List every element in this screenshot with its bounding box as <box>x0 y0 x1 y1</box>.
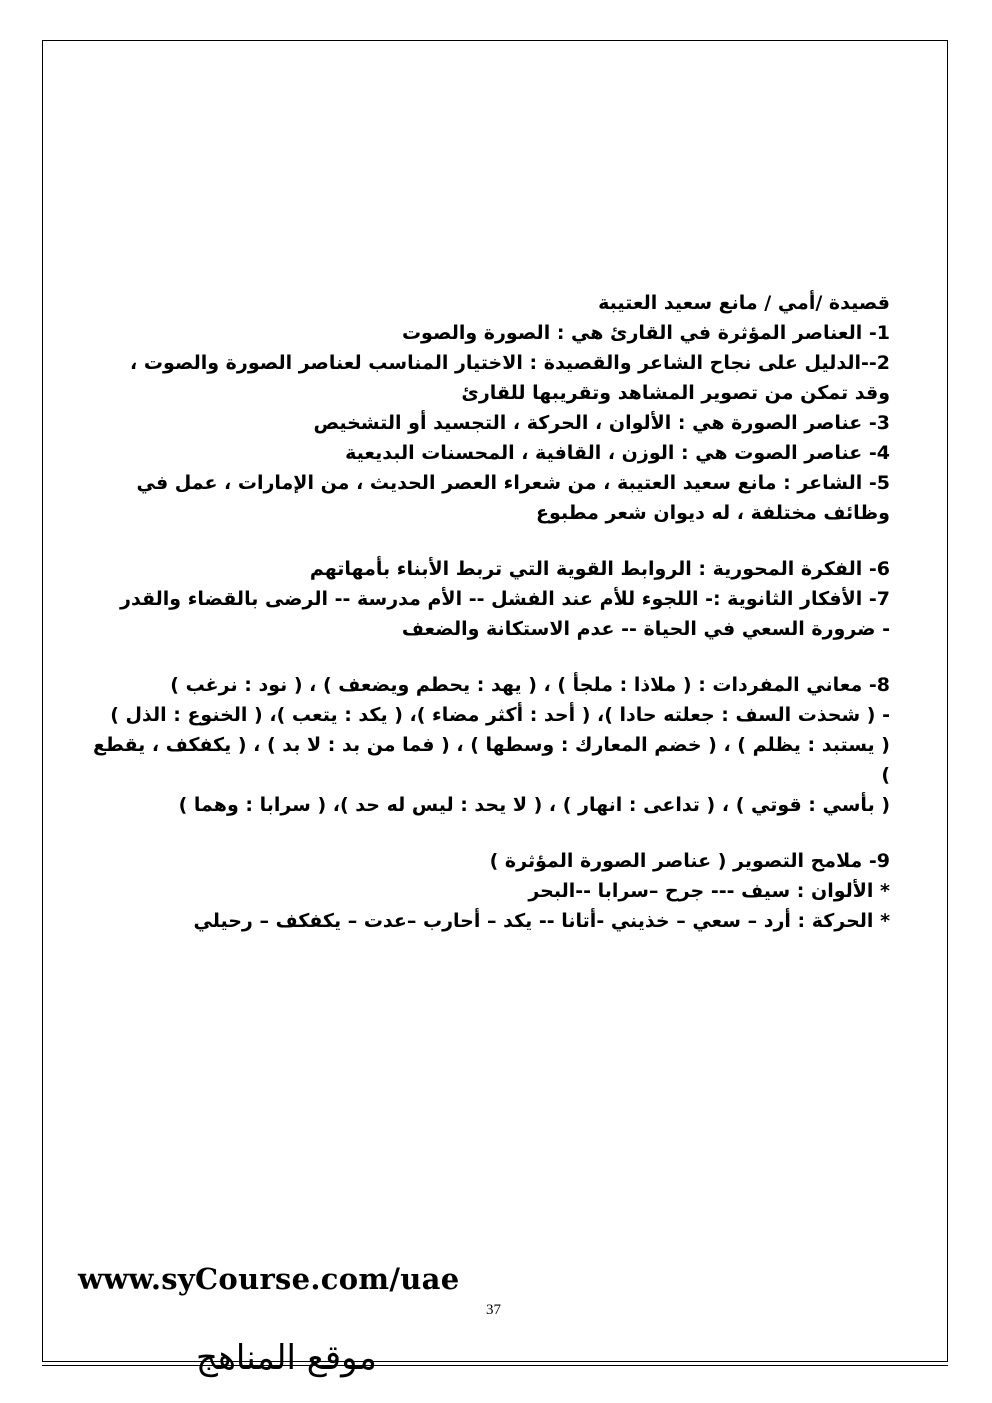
item-1: 1- العناصر المؤثرة في القارئ هي : الصورة والصوت <box>401 322 890 344</box>
item-5: 5- الشاعر : مانع سعيد العتيبة ، من شعراء العصر الحديث ، من الإمارات ، عمل في <box>136 472 890 494</box>
website-url: www.syCourse.com/uae <box>78 1262 460 1296</box>
item-3: 3- عناصر الصورة هي : الألوان ، الحركة ، التجسيد أو التشخيص <box>313 412 890 434</box>
item-4: 4- عناصر الصوت هي : الوزن ، القافية ، المحسنات البديعية <box>345 442 890 464</box>
item-6: 6- الفكرة المحورية : الروابط القوية التي تربط الأبناء بأمهاتهم <box>309 558 890 580</box>
item-8-line-2: - ( شحذت السف : جعلته حادا )، ( أحد : أكثر مضاء )، ( يكد : يتعب )، ( الخنوع : الذل ) <box>110 704 890 726</box>
item-8-line-3: ( يستبد : يظلم ) ، ( خضم المعارك : وسطها ) ، ( فما من بد : لا بد ) ، ( يكفكف ، يقطع ) <box>92 734 890 786</box>
item-9-motion: * الحركة : أرد – سعي – خذيني -أتانا -- يكد – أحارب –عدت – يكفكف – رحيلي <box>193 910 890 932</box>
item-7-continued: - ضرورة السعي في الحياة -- عدم الاستكانة والضعف <box>401 618 890 640</box>
item-8: 8- معاني المفردات : ( ملاذا : ملجأ ) ، ( يهد : يحطم ويضعف ) ، ( نود : نرغب ) <box>170 674 890 696</box>
page-number: 37 <box>486 1302 501 1318</box>
document-body <box>82 288 890 936</box>
item-9-colors: * الألوان : سيف --- جرح –سرابا --البحر <box>528 880 890 902</box>
item-2: 2--الدليل على نجاح الشاعر والقصيدة : الاختيار المناسب لعناصر الصورة والصوت ، <box>130 352 890 374</box>
page-border-double-line <box>42 1365 948 1366</box>
item-2-continued: وقد تمكن من تصوير المشاهد وتقريبها للقارئ <box>461 382 890 404</box>
site-name-watermark: موقع المناهج <box>196 1338 377 1378</box>
item-9: 9- ملامح التصوير ( عناصر الصورة المؤثرة ) <box>489 850 890 872</box>
item-7: 7- الأفكار الثانوية :- اللجوء للأم عند الفشل -- الأم مدرسة -- الرضى بالقضاء والقدر <box>120 588 890 610</box>
document-title: قصيدة /أمي / مانع سعيد العتيبة <box>598 292 890 314</box>
item-5-continued: وظائف مختلفة ، له ديوان شعر مطبوع <box>535 502 890 524</box>
item-8-line-4: ( بأسي : قوتي ) ، ( تداعى : انهار ) ، ( لا يحد : ليس له حد )، ( سرابا : وهما ) <box>178 794 890 816</box>
